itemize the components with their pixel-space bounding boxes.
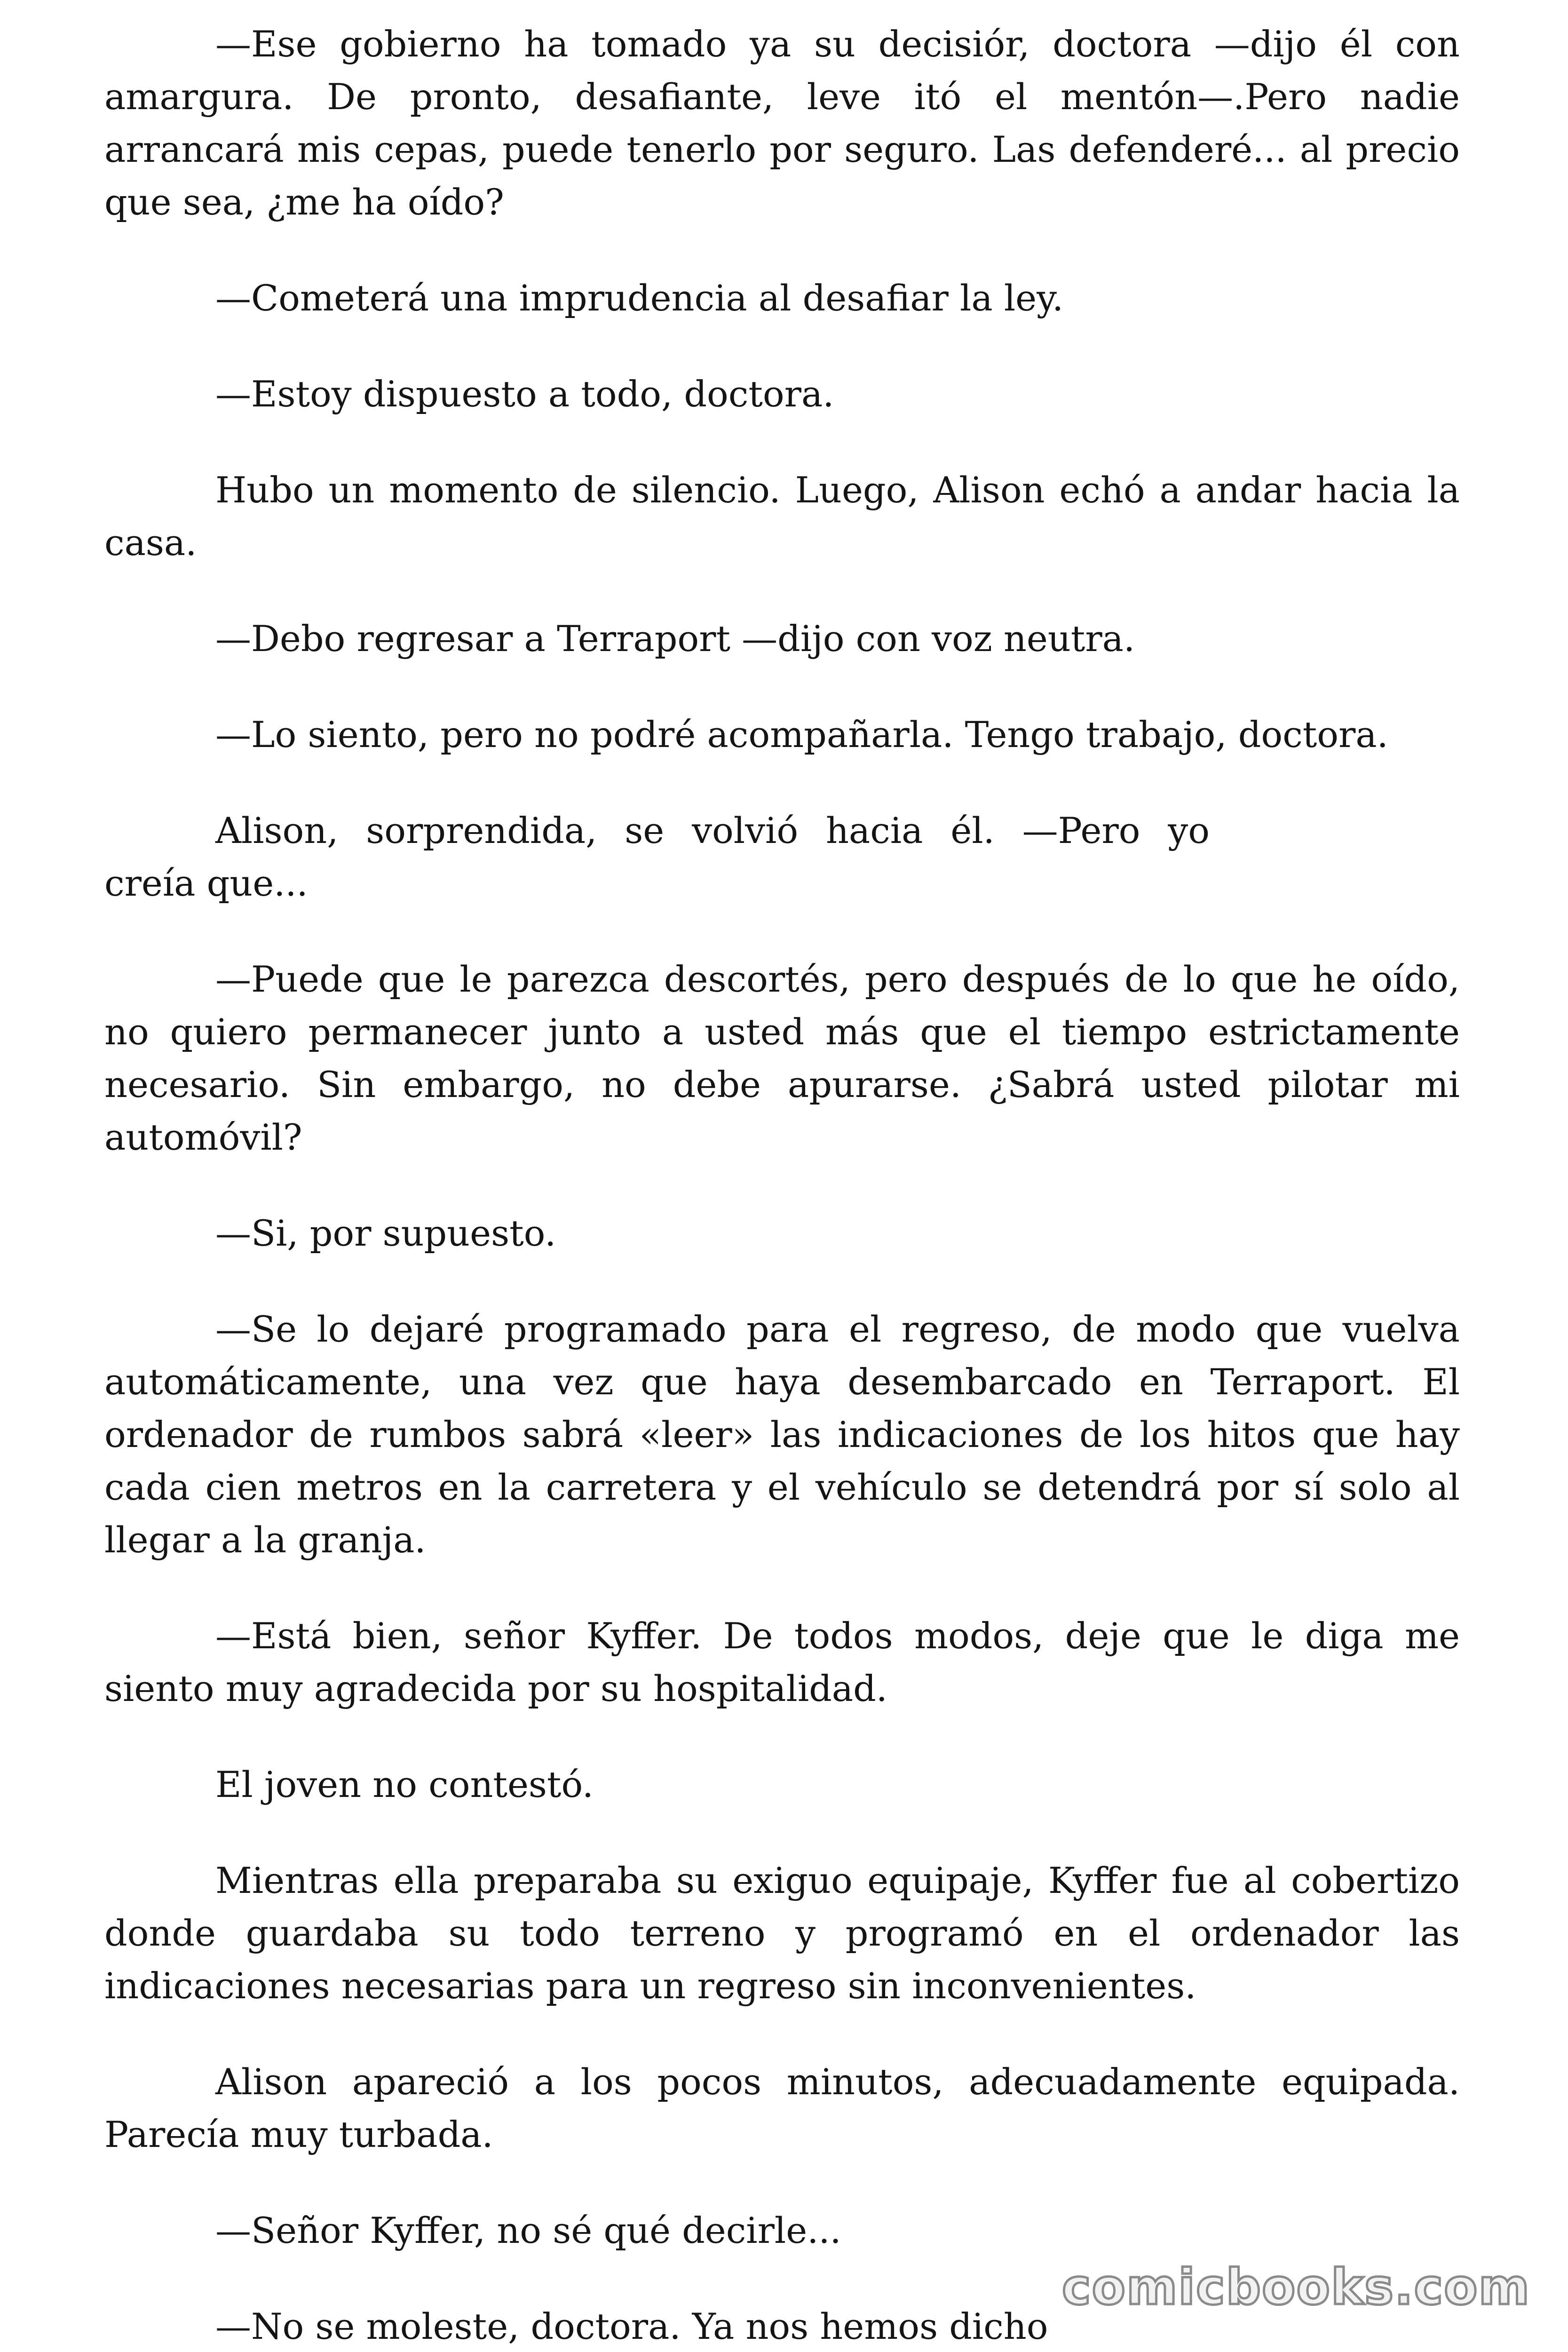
paragraph: Hubo un momento de silencio. Luego, Alison echó a andar hacia la casa.	[104, 469, 1460, 564]
paragraph-line: creía que...	[104, 862, 308, 904]
paragraph: —Si, por supuesto.	[215, 1212, 556, 1254]
paragraph: El joven no contestó.	[215, 1764, 594, 1805]
paragraph-split	[104, 804, 1460, 910]
paragraph: Alison apareció a los pocos minutos, adecuadamente equipada. Parecía muy turbada.	[104, 2061, 1460, 2155]
paragraph: —Está bien, señor Kyffer. De todos modos, deje que le diga me siento muy agradecida por su hospitalidad.	[104, 1615, 1460, 1709]
paragraph: —Se lo dejaré programado para el regreso, de modo que vuelva automáticamente, una vez que haya desembarcado en Terraport. El ordenador de rumbos sabrá «leer» las indicaciones de los hitos que hay cada cien metros en la carretera y el vehículo se detendrá por sí solo al llegar a la granja.	[104, 1308, 1460, 1561]
paragraph: —No se moleste, doctora. Ya nos hemos dicho	[215, 2305, 1048, 2347]
book-page	[104, 18, 1460, 2352]
paragraph: —Debo regresar a Terraport —dijo con voz neutra.	[215, 618, 1135, 660]
paragraph: —Ese gobierno ha tomado ya su decisiór, doctora —dijo él con amargura. De pronto, desafiante, leve itó el mentón—.Pero nadie arrancará mis cepas, puede tenerlo por seguro. Las defenderé... al precio que sea, ¿me ha oído?	[104, 23, 1460, 223]
paragraph-line: Alison, sorprendida, se volvió hacia él. —Pero yo	[215, 810, 1210, 851]
watermark-logo: comicbooks.com	[1061, 2258, 1530, 2316]
paragraph: —Puede que le parezca descortés, pero después de lo que he oído, no quiero permanecer junto a usted más que el tiempo estrictamente necesario. Sin embargo, no debe apurarse. ¿Sabrá usted pilotar mi automóvil?	[104, 958, 1460, 1158]
paragraph: —Señor Kyffer, no sé qué decirle...	[215, 2209, 841, 2251]
paragraph: —Estoy dispuesto a todo, doctora.	[215, 373, 834, 415]
paragraph: Mientras ella preparaba su exiguo equipaje, Kyffer fue al cobertizo donde guardaba su todo terreno y programó en el ordenador las indicaciones necesarias para un regreso sin inconvenientes.	[104, 1859, 1460, 2007]
paragraph: —Lo siento, pero no podré acompañarla. Tengo trabajo, doctora.	[215, 714, 1388, 755]
paragraph: —Cometerá una imprudencia al desafiar la ley.	[215, 277, 1064, 319]
